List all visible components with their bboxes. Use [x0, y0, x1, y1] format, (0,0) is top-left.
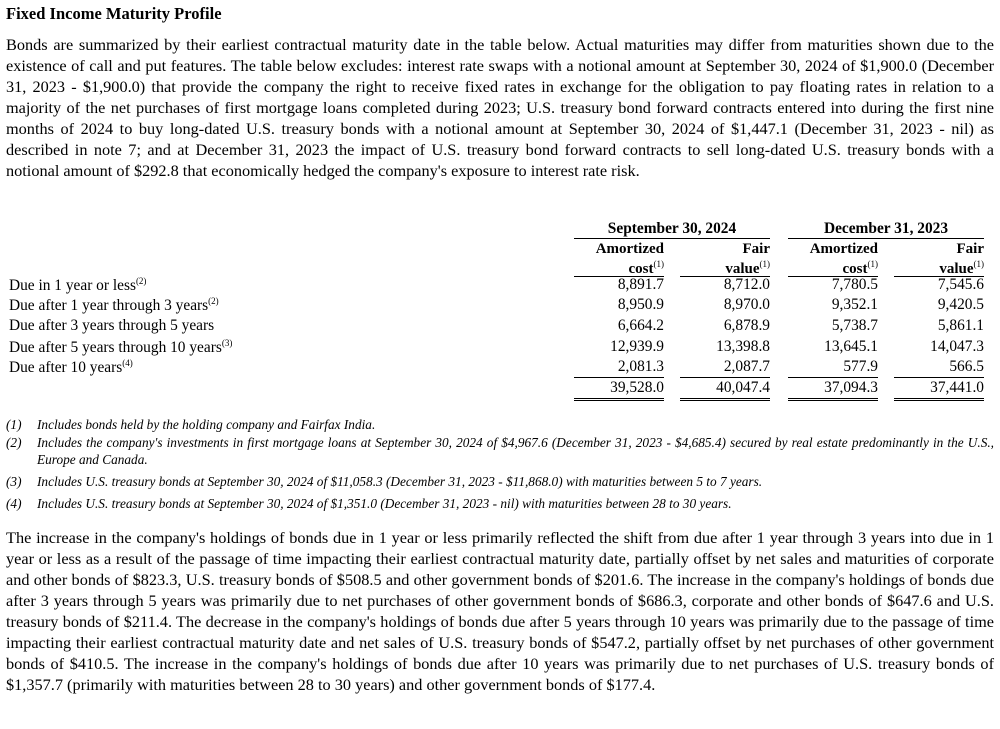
table-cell: 8,950.9	[617, 296, 664, 313]
row-label	[9, 276, 146, 295]
group-underline	[788, 238, 984, 239]
total-cell: 37,094.3	[824, 379, 878, 396]
footnote	[6, 416, 994, 433]
row-label	[9, 338, 232, 357]
footnote-text: Includes the company's investments in first mortgage loans at September 30, 2024 of $4,967.6 (December 31, 2023 - $4,685.4) secured by real estate predominantly in the U.S., Europe and Canada.	[37, 435, 994, 467]
column-header-line1: Amortized	[595, 241, 664, 257]
column-header	[788, 242, 878, 277]
row-label-text: Due after 5 years through 10 years	[9, 339, 222, 356]
footnote-text: Includes U.S. treasury bonds at September 30, 2024 of $1,351.0 (December 31, 2023 - nil) with maturities between 28 to 30 years.	[37, 496, 732, 511]
table-cell: 9,420.5	[937, 296, 984, 313]
column-header	[894, 242, 984, 277]
column-header	[680, 242, 770, 277]
group-underline	[574, 238, 770, 239]
footnote	[6, 495, 994, 512]
subtotal-rule	[788, 377, 878, 378]
table-cell: 577.9	[843, 358, 878, 375]
group-header-sep-2024: September 30, 2024	[607, 220, 737, 237]
column-header-line1: Fair	[956, 241, 984, 257]
row-label-text: Due in 1 year or less	[9, 277, 136, 294]
table-cell: 5,861.1	[937, 317, 984, 334]
total-cell: 40,047.4	[716, 379, 770, 396]
table-cell: 8,891.7	[617, 276, 664, 293]
row-label	[9, 296, 219, 315]
group-header-dec-2023: December 31, 2023	[823, 220, 949, 237]
footnote-ref: (2)	[208, 296, 219, 306]
row-label	[9, 317, 214, 335]
intro-paragraph: Bonds are summarized by their earliest contractual maturity date in the table below. Actual maturities may differ from maturities shown due to the existence of call and put features. The table below excludes: interest rate swaps with a notional amount at September 30, 2024 of $1,900.0 (December 31, 2023 - $1,900.0) that provide the company the right to receive fixed rates in exchange for the obligation to pay floating rates in relation to a majority of the net purchases of first mortgage loans completed during 2023; U.S. treasury bond forward contracts entered into during the first nine months of 2024 to buy long-dated U.S. treasury bonds with a notional amount at September 30, 2024 of $1,447.1 (December 31, 2023 - nil) as described in note 7; and at December 31, 2023 the impact of U.S. treasury bond forward contracts to sell long-dated U.S. treasury bonds with a notional amount of $292.8 that economically hedged the company's exposure to interest rate risk.	[6, 35, 994, 180]
footnote-mark: (1)	[6, 417, 22, 432]
column-header-line2: cost	[628, 261, 654, 277]
table-cell: 2,081.3	[617, 358, 664, 375]
maturity-table	[6, 220, 994, 402]
section-heading: Fixed Income Maturity Profile	[6, 4, 222, 23]
table-cell: 8,712.0	[723, 276, 770, 293]
table-cell: 5,738.7	[831, 317, 878, 334]
row-label-text: Due after 1 year through 3 years	[9, 297, 209, 314]
row-label-text: Due after 10 years	[9, 359, 123, 376]
column-header-line1: Amortized	[809, 241, 878, 257]
footnote-ref: (2)	[135, 276, 147, 286]
table-cell: 6,878.9	[723, 317, 770, 334]
subtotal-rule	[680, 377, 770, 378]
footnote-ref: (1)	[653, 259, 664, 269]
total-double-rule	[574, 398, 664, 401]
footnote-text: Includes U.S. treasury bonds at September 30, 2024 of $11,058.3 (December 31, 2023 - $11,868.0) with maturities between 5 to 7 years.	[37, 474, 763, 489]
total-double-rule	[894, 398, 984, 401]
column-header-line2: value	[725, 261, 760, 277]
subtotal-rule	[574, 377, 664, 378]
table-cell: 14,047.3	[930, 338, 984, 355]
column-header-line2: value	[939, 261, 974, 277]
footnote-ref: (1)	[867, 259, 878, 269]
table-cell: 8,970.0	[723, 296, 770, 313]
table-cell: 566.5	[949, 358, 984, 375]
total-double-rule	[680, 398, 770, 401]
footnote-ref: (1)	[973, 259, 984, 269]
row-label	[9, 358, 133, 377]
total-cell: 39,528.0	[610, 379, 664, 396]
table-cell: 13,645.1	[824, 338, 878, 355]
footnote-mark: (3)	[6, 474, 22, 489]
column-header-line2: cost	[842, 261, 868, 277]
table-cell: 7,545.6	[937, 276, 984, 293]
footnote-mark: (2)	[6, 435, 22, 450]
column-header	[574, 242, 664, 277]
closing-paragraph: The increase in the company's holdings of bonds due in 1 year or less primarily reflected the shift from due after 1 year through 3 years into due in 1 year or less as a result of the passage of time impacting their earliest contractual maturity date, partially offset by net sales and maturities of corporate and other bonds of $823.3, U.S. treasury bonds of $508.5 and other government bonds of $201.6. The increase in the company's holdings of bonds due after 3 years through 5 years was primarily due to net purchases of other government bonds of $686.3, corporate and other bonds of $647.6 and U.S. treasury bonds of $211.4. The decrease in the company's holdings of bonds due after 5 years through 10 years was primarily due to the passage of time impacting their earliest contractual maturity date and net sales of U.S. treasury bonds of $547.2, partially offset by net purchases of other government bonds of $410.5. The increase in the company's holdings of bonds due after 10 years was primarily due to net purchases of U.S. treasury bonds of $1,357.7 (primarily with maturities between 28 to 30 years) and other government bonds of $177.4.	[6, 528, 994, 694]
row-label-text: Due after 3 years through 5 years	[9, 317, 215, 334]
table-cell: 6,664.2	[617, 317, 664, 334]
total-cell: 37,441.0	[930, 379, 984, 396]
table-cell: 9,352.1	[831, 296, 878, 313]
table-cell: 12,939.9	[610, 338, 664, 355]
subtotal-rule	[894, 377, 984, 378]
footnote	[6, 473, 994, 490]
footnote-ref: (3)	[221, 338, 233, 348]
footnote	[6, 434, 994, 468]
total-double-rule	[788, 398, 878, 401]
column-header-line1: Fair	[742, 241, 770, 257]
footnote-text: Includes bonds held by the holding company and Fairfax India.	[37, 417, 376, 432]
footnote-ref: (1)	[759, 259, 770, 269]
table-cell: 13,398.8	[716, 338, 770, 355]
footnote-mark: (4)	[6, 496, 22, 511]
table-cell: 7,780.5	[831, 276, 878, 293]
footnote-ref: (4)	[122, 358, 133, 368]
table-cell: 2,087.7	[723, 358, 770, 375]
